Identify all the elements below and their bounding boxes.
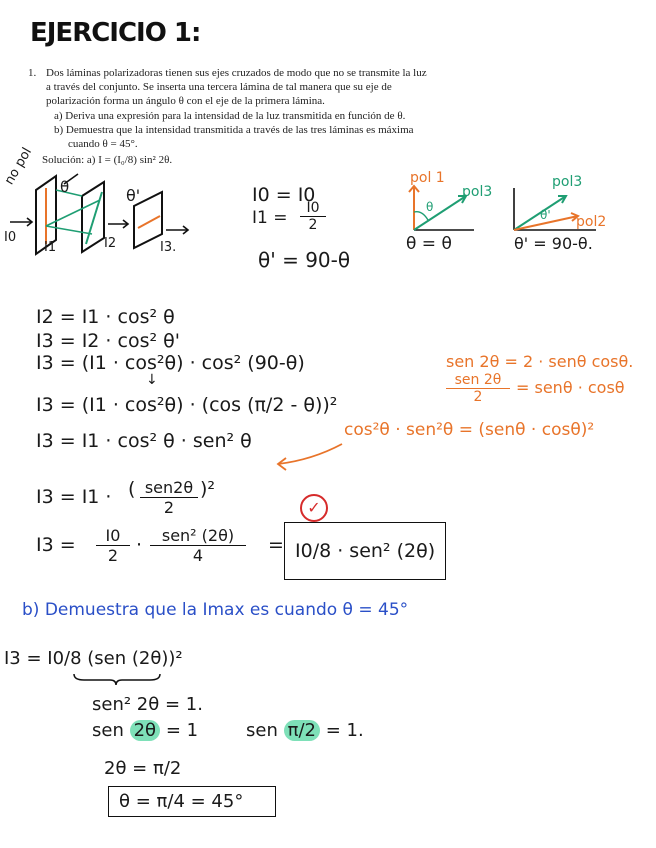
theta-equals-theta: θ = θ — [406, 234, 452, 254]
check-icon: ✓ — [300, 494, 328, 522]
result-box-b: θ = π/4 = 45° — [108, 786, 276, 817]
fraction-denominator: 2 — [107, 546, 119, 565]
derivation-line-4: I3 = (I1 · cos²θ) · (cos (π/2 - θ))² — [36, 394, 338, 416]
pol2-axis — [138, 216, 160, 228]
fraction-numerator: I0 — [96, 526, 130, 546]
fraction-numerator: sen 2θ — [446, 372, 510, 389]
part-b-line-3 — [92, 720, 198, 741]
highlight-pi-half: π/2 — [284, 720, 320, 741]
highlight-2theta: 2θ — [130, 720, 160, 741]
label-theta-prime: θ' — [126, 186, 141, 205]
line7-frac-1 — [96, 526, 130, 565]
derivation-line-5: I3 = I1 · cos² θ · sen² θ — [36, 430, 252, 452]
eq-I0: I0 = I0 — [252, 184, 316, 206]
paren-right: )² — [200, 478, 216, 500]
line7-frac-2 — [150, 526, 246, 565]
paren-left: ( — [128, 478, 136, 500]
line6-frac — [140, 478, 198, 517]
sen-text: sen — [246, 720, 278, 741]
part-b-line-2: sen² 2θ = 1. — [92, 694, 203, 715]
solution-text: Solución: a) I = (I₀/8) sin² 2θ. — [42, 154, 173, 166]
problem-number: 1. — [28, 67, 37, 79]
fraction-denominator: 2 — [308, 217, 318, 233]
part-b-text-2: cuando θ = 45°. — [68, 138, 138, 150]
eq-theta-prime: θ' = 90-θ — [258, 248, 351, 272]
down-arrow: ↓ — [146, 372, 158, 388]
derivation-line-6-lhs: I3 = I1 · — [36, 486, 112, 508]
result-box-a: I0/8 · sen² (2θ) — [284, 522, 446, 580]
statement-line: polarización forma un ángulo θ con el eje de la primera lámina. — [46, 95, 325, 107]
sketch2-theta-prime: θ' — [540, 208, 551, 222]
label-pol1: pol 1 — [410, 170, 445, 186]
equals-one: = 1 — [165, 720, 199, 741]
problem-statement — [46, 66, 446, 108]
equals-one: = 1. — [325, 720, 364, 741]
underbrace — [72, 672, 162, 686]
side-note-3: cos²θ · sen²θ = (senθ · cosθ)² — [344, 420, 595, 440]
fraction-numerator: sen2θ — [140, 478, 198, 498]
label-no-pol: no pol — [2, 145, 36, 188]
derivation-line-2: I3 = I2 · cos² θ' — [36, 330, 180, 352]
label-pol3-a: pol3 — [462, 184, 493, 200]
sen-text: sen — [92, 720, 124, 741]
derivation-line-1: I2 = I1 · cos² θ — [36, 306, 175, 328]
fraction-numerator: I0 — [300, 200, 326, 217]
fraction-denominator: 2 — [163, 498, 175, 517]
label-I2: I2 — [104, 236, 117, 251]
theta-prime-equals: θ' = 90-θ. — [514, 234, 593, 253]
label-pol2: pol2 — [576, 214, 607, 230]
side-note-1: sen 2θ = 2 · senθ cosθ. — [446, 352, 634, 371]
label-I0: I0 — [4, 230, 17, 245]
label-theta: θ — [60, 178, 70, 196]
side-note-2-frac — [446, 372, 510, 405]
part-b-text: b) Demuestra que la intensidad transmitida a través de las tres láminas es máxima — [54, 124, 414, 136]
part-b-line-3b — [246, 720, 364, 741]
fraction-numerator: sen² (2θ) — [150, 526, 246, 546]
label-pol3-b: pol3 — [552, 174, 583, 190]
side-note-2-rhs: = senθ · cosθ — [516, 378, 625, 397]
part-b-line-1: I3 = I0/8 (sen (2θ))² — [4, 648, 183, 669]
fraction-denominator: 4 — [192, 546, 204, 565]
derivation-line-3: I3 = (I1 · cos²θ) · cos² (90-θ) — [36, 352, 305, 374]
statement-line: a través del conjunto. Se inserta una tercera lámina de tal manera que su eje de — [46, 81, 392, 93]
arrow-icon — [272, 438, 352, 478]
polarizer-diagram — [4, 170, 244, 270]
dot-operator: · — [136, 534, 143, 556]
sketch1-theta: θ — [426, 200, 434, 214]
statement-line: Dos láminas polarizadoras tienen sus ejes cruzados de modo que no se transmite la luz — [46, 67, 427, 79]
part-b-line-4: 2θ = π/2 — [104, 758, 182, 779]
label-I3: I3. — [160, 240, 177, 255]
label-I1: I1 — [44, 240, 57, 255]
part-b-heading: b) Demuestra que la Imax es cuando θ = 45° — [22, 600, 409, 620]
part-a-text: a) Deriva una expresión para la intensidad de la luz transmitida en función de θ. — [54, 110, 406, 122]
fraction-denominator: 2 — [473, 389, 483, 405]
derivation-line-7-lhs: I3 = — [36, 534, 76, 556]
equals-sign: = — [268, 534, 284, 556]
eq-I1-lhs: I1 = — [252, 208, 288, 228]
eq-I1-frac — [300, 200, 326, 233]
page-title: EJERCICIO 1: — [30, 18, 201, 48]
polarizer-plate-2 — [82, 182, 104, 252]
